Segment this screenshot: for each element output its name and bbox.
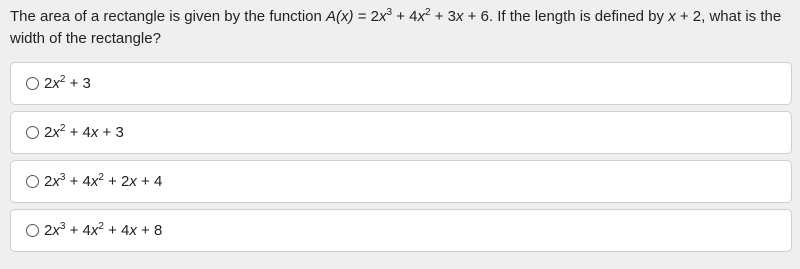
question-variable: x [417, 8, 425, 25]
question-variable: A(x) [326, 8, 354, 25]
question-exponent: 3 [386, 7, 393, 18]
radio-unselected-icon[interactable] [26, 126, 39, 139]
question-segment: + 4 [392, 8, 418, 25]
radio-unselected-icon[interactable] [26, 224, 39, 237]
answer-option-text: $2x^3 + 4x^2 + 2x + 4$ [44, 172, 163, 190]
answer-option-4[interactable] [10, 209, 792, 252]
answer-option-2[interactable] [10, 111, 792, 154]
question-variable: x [378, 8, 387, 25]
answer-options [10, 62, 792, 258]
question-segment: + 3 [430, 8, 456, 25]
answer-option-text: $2x^2 + 4x + 3$ [44, 123, 124, 141]
question-segment: = 2 [353, 8, 379, 25]
answer-option-1[interactable] [10, 62, 792, 105]
question-exponent: 2 [424, 7, 431, 18]
answer-option-3[interactable] [10, 160, 792, 203]
question-text [10, 6, 792, 50]
radio-unselected-icon[interactable] [26, 175, 39, 188]
answer-option-text: $2x^3 + 4x^2 + 4x + 8$ [44, 221, 163, 239]
question-variable: x [455, 8, 464, 25]
radio-unselected-icon[interactable] [26, 77, 39, 90]
question-segment: + 2, what is the width of the rectangle? [10, 8, 782, 47]
question-segment: + 6. If the length is defined by [463, 8, 669, 25]
question-segment: The area of a rectangle is given by the function [10, 8, 327, 25]
answer-option-text: $2x^2 + 3$ [44, 74, 91, 92]
question-variable: x [668, 8, 676, 25]
